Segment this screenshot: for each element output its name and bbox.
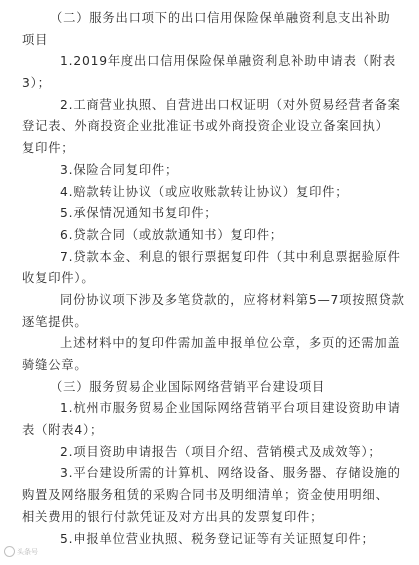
text-line: 收复印件）。 [22, 271, 95, 286]
list-item: 3.平台建设所需的计算机、网络设备、服务器、存储设施的 [60, 466, 401, 481]
watermark-logo-icon [4, 546, 15, 557]
text-line: 项目 [22, 32, 49, 47]
section-heading-3: （三）服务贸易企业国际网络营销平台建设项目 [50, 379, 326, 394]
list-item: 3.保险合同复印件； [60, 162, 179, 177]
list-item: 6.贷款合同（或放款通知书）复印件； [60, 227, 283, 242]
text-line: 骑缝公章。 [22, 358, 88, 372]
list-item: 2.工商营业执照、自营进出口权证明（对外贸易经营者备案 [60, 97, 401, 112]
list-item: 1.2019年度出口信用保险保单融资利息补助申请表（附表 [60, 54, 396, 69]
list-item: 4.赔款转让协议（或应收账款转让协议）复印件； [60, 184, 349, 199]
text-line: 相关费用的银行付款凭证及对方出具的发票复印件； [22, 509, 324, 524]
text-line: 逐笔提供。 [22, 314, 88, 329]
list-item: 1.杭州市服务贸易企业国际网络营销平台项目建设资助申请 [60, 401, 401, 416]
watermark-text: 头条号 [17, 547, 38, 556]
paragraph-line: 同份协议项下涉及多笔贷款的，应将材料第5—7项按照贷款 [60, 292, 405, 307]
text-line: 登记表、外商投资企业批准证书或外商投资企业设立备案回执） [22, 119, 389, 134]
list-item: 7.贷款本金、利息的银行票据复印件（其中利息票据验原件 [60, 249, 401, 264]
text-line: 表（附表4）； [22, 423, 104, 438]
paragraph-line: 上述材料中的复印件需加盖申报单位公章，多页的还需加盖 [60, 336, 401, 351]
text-line: 复印件； [22, 141, 75, 156]
list-item: 5.承保情况通知书复印件； [60, 206, 218, 221]
list-item: 2.项目资助申请报告（项目介绍、营销模式及成效等）； [60, 444, 382, 459]
watermark [4, 546, 38, 557]
document-body [22, 8, 408, 550]
section-heading-2: （二）服务出口项下的出口信用保险保单融资利息支出补助 [50, 11, 391, 25]
text-line: 3）； [22, 76, 51, 91]
list-item: 5.申报单位营业执照、税务登记证等有关证照复印件； [60, 531, 375, 546]
text-line: 购置及网络服务租赁的采购合同书及明细清单；资金使用明细、 [22, 488, 389, 503]
